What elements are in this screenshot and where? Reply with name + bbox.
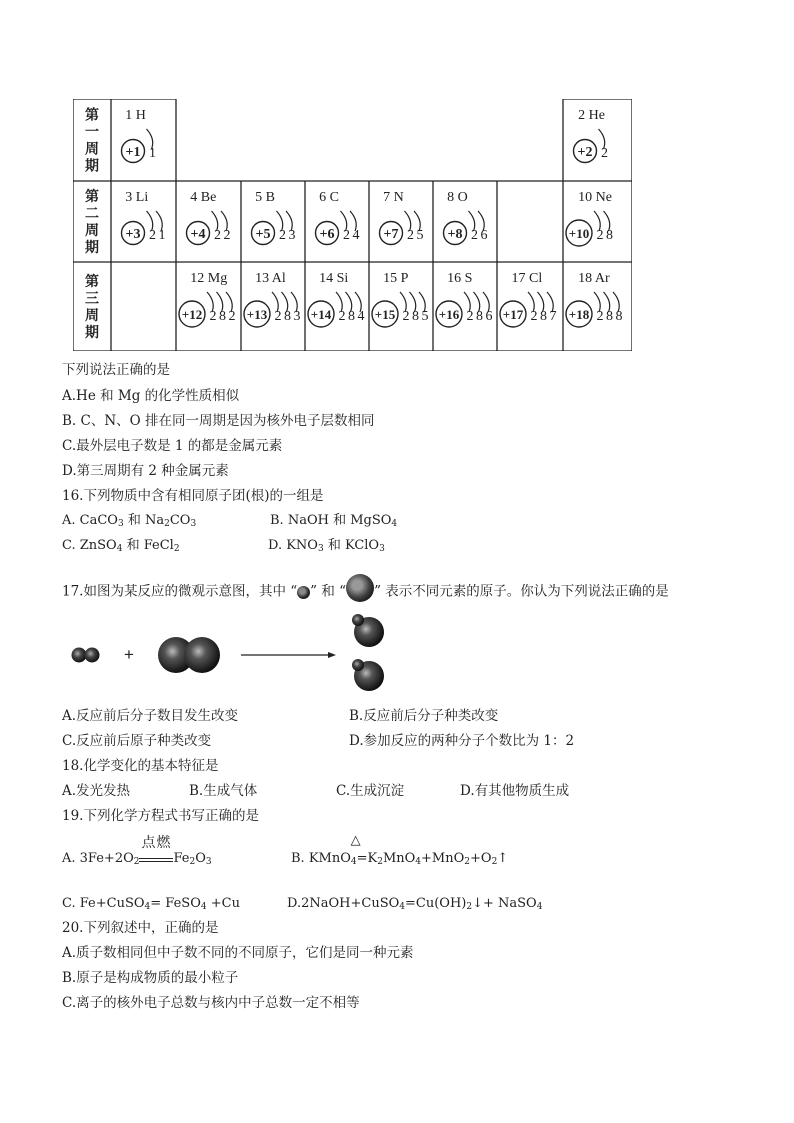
shell-electron-count: 5 [416, 228, 424, 243]
product-molecule-bottom [352, 659, 384, 691]
q18-stem: 18.化学变化的基本特征是 [62, 758, 219, 774]
shell-electron-count: 2 [149, 228, 156, 243]
small-atom-icon [297, 586, 310, 599]
shell-electron-count: 2 [530, 309, 538, 324]
element-cell [316, 190, 360, 245]
element-cell [566, 271, 623, 327]
shell-electron-count: 8 [606, 228, 613, 243]
nuclear-charge: +1 [125, 145, 141, 160]
shell-electron-count: 8 [412, 309, 419, 324]
heat-condition-icon: △ [350, 833, 361, 848]
q18-option-c[interactable]: C.生成沉淀 [336, 783, 405, 799]
period-label-char: 三 [85, 292, 99, 307]
q19-option-c[interactable]: C. Fe+CuSO$_4$= FeSO$_4$ +Cu [62, 896, 240, 912]
shell-electron-count: 2 [596, 309, 604, 324]
element-cell [500, 271, 557, 327]
q19-stem: 19.下列化学方程式书写正确的是 [62, 808, 259, 824]
shell-electron-count: 2 [338, 309, 346, 324]
shell-electron-count: 8 [615, 309, 623, 324]
element-symbol: 18 Ar [578, 271, 610, 286]
q15-option-c[interactable]: C.最外层电子数是 1 的都是金属元素 [62, 438, 283, 454]
nuclear-charge: +13 [246, 307, 268, 322]
q19-option-a[interactable]: A. $3Fe+2O_2$ 点燃 $Fe_2O_3$ [62, 835, 212, 867]
q15-option-a[interactable]: A.He 和 Mg 的化学性质相似 [62, 388, 240, 404]
period-labels [85, 107, 99, 342]
q18-option-b[interactable]: B.生成气体 [189, 783, 258, 799]
element-symbol: 1 H [125, 108, 146, 123]
q19-option-b[interactable]: B. KMnO$_4$ △ $=K_2MnO_4+MnO_2+O_2↑$ [291, 833, 509, 867]
shell-electron-count: 8 [606, 309, 613, 324]
element-cell [574, 108, 609, 163]
nuclear-charge: +15 [374, 307, 396, 322]
shell-electron-count: 8 [540, 309, 547, 324]
nuclear-charge: +2 [577, 145, 593, 160]
element-cell [380, 190, 424, 245]
element-symbol: 5 B [255, 190, 275, 205]
shell-electron-count: 8 [348, 309, 355, 324]
shell-electron-count: 2 [274, 309, 282, 324]
nuclear-charge: +17 [502, 307, 524, 322]
periodic-table-svg [73, 99, 632, 351]
element-cell [187, 190, 231, 245]
shell-electron-count: 8 [284, 309, 291, 324]
shell-electron-count: 7 [549, 309, 557, 324]
nuclear-charge: +3 [125, 227, 141, 242]
element-cell [444, 190, 488, 245]
nuclear-charge: +16 [438, 307, 460, 322]
shell-electron-count: 2 [407, 228, 414, 243]
element-symbol: 6 C [319, 190, 339, 205]
element-symbol: 4 Be [190, 190, 217, 205]
period-label-char: 一 [85, 125, 99, 141]
shell-electron-count: 2 [466, 309, 474, 324]
q18-option-d[interactable]: D.有其他物质生成 [460, 783, 570, 799]
element-symbol: 3 Li [125, 190, 149, 205]
shell-electron-count: 2 [343, 228, 350, 243]
q15-option-b[interactable]: B. C、N、O 排在同一周期是因为核外电子层数相同 [62, 413, 375, 429]
nuclear-charge: +12 [181, 307, 203, 322]
nuclear-charge: +8 [447, 227, 463, 242]
nuclear-charge: +18 [568, 307, 590, 322]
shell-electron-count: 4 [357, 309, 365, 324]
periodic-table-figure [73, 99, 632, 351]
nuclear-charge: +7 [383, 227, 399, 242]
q19-option-d[interactable]: $D.2NaOH+CuSO_4=Cu(OH)_2↓+$ NaSO$_4$ [287, 896, 543, 912]
product-molecule-top [352, 614, 384, 647]
element-cell [308, 271, 365, 327]
element-cell [179, 271, 236, 327]
plus-sign: + [124, 645, 134, 664]
element-symbol: 7 N [383, 190, 404, 205]
shell-electron-count: 2 [228, 309, 236, 324]
element-symbol: 8 O [447, 190, 468, 205]
q17-option-c[interactable]: C.反应前后原子种类改变 [62, 733, 212, 749]
element-symbol: 17 Cl [511, 271, 543, 286]
period-label-char: 二 [85, 207, 99, 222]
reaction-svg [66, 610, 426, 700]
element-symbol: 13 Al [255, 271, 286, 286]
q17-option-a[interactable]: A.反应前后分子数目发生改变 [62, 708, 239, 724]
shell-electron-count: 2 [279, 228, 286, 243]
element-cell [244, 271, 301, 327]
q16-option-b[interactable]: B. NaOH 和 MgSO$_4$ [270, 513, 398, 529]
q20-option-c[interactable]: C.离子的核外电子总数与核内中子总数一定不相等 [62, 995, 360, 1011]
q16-option-c[interactable]: C. ZnSO$_4$ 和 FeCl$_2$ [62, 538, 180, 554]
element-cell [252, 190, 296, 245]
element-symbol: 10 Ne [578, 190, 613, 205]
element-cell [372, 271, 429, 327]
shell-electron-count: 2 [209, 309, 217, 324]
nuclear-charge: +4 [190, 227, 206, 242]
element-cell [566, 190, 613, 246]
q17-option-d[interactable]: D.参加反应的两种分子个数比为 1：2 [349, 733, 575, 749]
nuclear-charge: +5 [255, 227, 271, 242]
reaction-arrow [241, 652, 336, 658]
period-label-char: 第 [85, 190, 99, 205]
q20-option-a[interactable]: A.质子数相同但中子数不同的不同原子，它们是同一种元素 [62, 945, 414, 961]
q15-option-d[interactable]: D.第三周期有 2 种金属元素 [62, 463, 229, 479]
large-molecule [158, 637, 220, 673]
period-label-char: 第 [85, 275, 99, 290]
nuclear-charge: +6 [319, 227, 335, 242]
shell-electron-count: 2 [223, 228, 231, 243]
period-label-char: 第 [85, 108, 99, 124]
q16-option-d[interactable]: D. $KNO_3$ 和 KClO$_3$ [268, 538, 385, 554]
element-symbol: 16 S [447, 271, 473, 286]
shell-electron-count: 2 [402, 309, 410, 324]
period-label-char: 期 [85, 159, 99, 175]
shell-electron-count: 6 [480, 228, 488, 243]
period-label-char: 周 [85, 224, 99, 239]
q16-option-a[interactable]: A. CaCO$_3$ 和 $Na_2CO_3$ [62, 513, 197, 529]
element-symbol: 15 P [383, 271, 409, 286]
period-label-char: 周 [85, 142, 99, 158]
q17-option-b[interactable]: B.反应前后分子种类改变 [349, 708, 499, 724]
element-cell [122, 108, 157, 163]
q20-option-b[interactable]: B.原子是构成物质的最小粒子 [62, 970, 239, 986]
period-label-char: 期 [85, 326, 99, 341]
shell-electron-count: 1 [158, 228, 166, 243]
element-symbol: 2 He [578, 108, 606, 123]
shell-electron-count: 4 [352, 228, 360, 243]
shell-electron-count: 1 [149, 146, 156, 161]
shell-electron-count: 8 [476, 309, 483, 324]
q17-stem: 17.如图为某反应的微观示意图，其中 “ ” 和 “ ” 表示不同元素的原子。你认为下列说法正确的是 [62, 578, 669, 606]
q20-stem: 20.下列叙述中，正确的是 [62, 920, 219, 936]
shell-electron-count: 2 [214, 228, 221, 243]
small-molecule [72, 648, 100, 663]
element-cell [436, 271, 493, 327]
large-atom-icon [346, 574, 374, 602]
nuclear-charge: +14 [310, 307, 332, 322]
element-symbol: 14 Si [319, 271, 349, 286]
shell-electron-count: 2 [601, 146, 608, 161]
element-cells [122, 108, 623, 327]
period-label-char: 周 [85, 309, 99, 324]
q18-option-a[interactable]: A.发光发热 [62, 783, 131, 799]
reaction-diagram [66, 610, 426, 700]
reaction-condition-ignite: 点燃 [139, 850, 173, 862]
element-cell [122, 190, 166, 245]
shell-electron-count: 3 [293, 309, 301, 324]
element-symbol: 12 Mg [190, 271, 228, 286]
shell-electron-count: 2 [471, 228, 478, 243]
q15-stem: 下列说法正确的是 [62, 362, 170, 378]
period-label-char: 期 [85, 241, 99, 256]
q16-stem: 16.下列物质中含有相同原子团(根)的一组是 [62, 488, 324, 504]
shell-electron-count: 6 [485, 309, 493, 324]
shell-electron-count: 5 [421, 309, 429, 324]
shell-electron-count: 2 [596, 228, 604, 243]
shell-electron-count: 3 [288, 228, 296, 243]
shell-electron-count: 8 [219, 309, 226, 324]
nuclear-charge: +10 [568, 226, 590, 241]
